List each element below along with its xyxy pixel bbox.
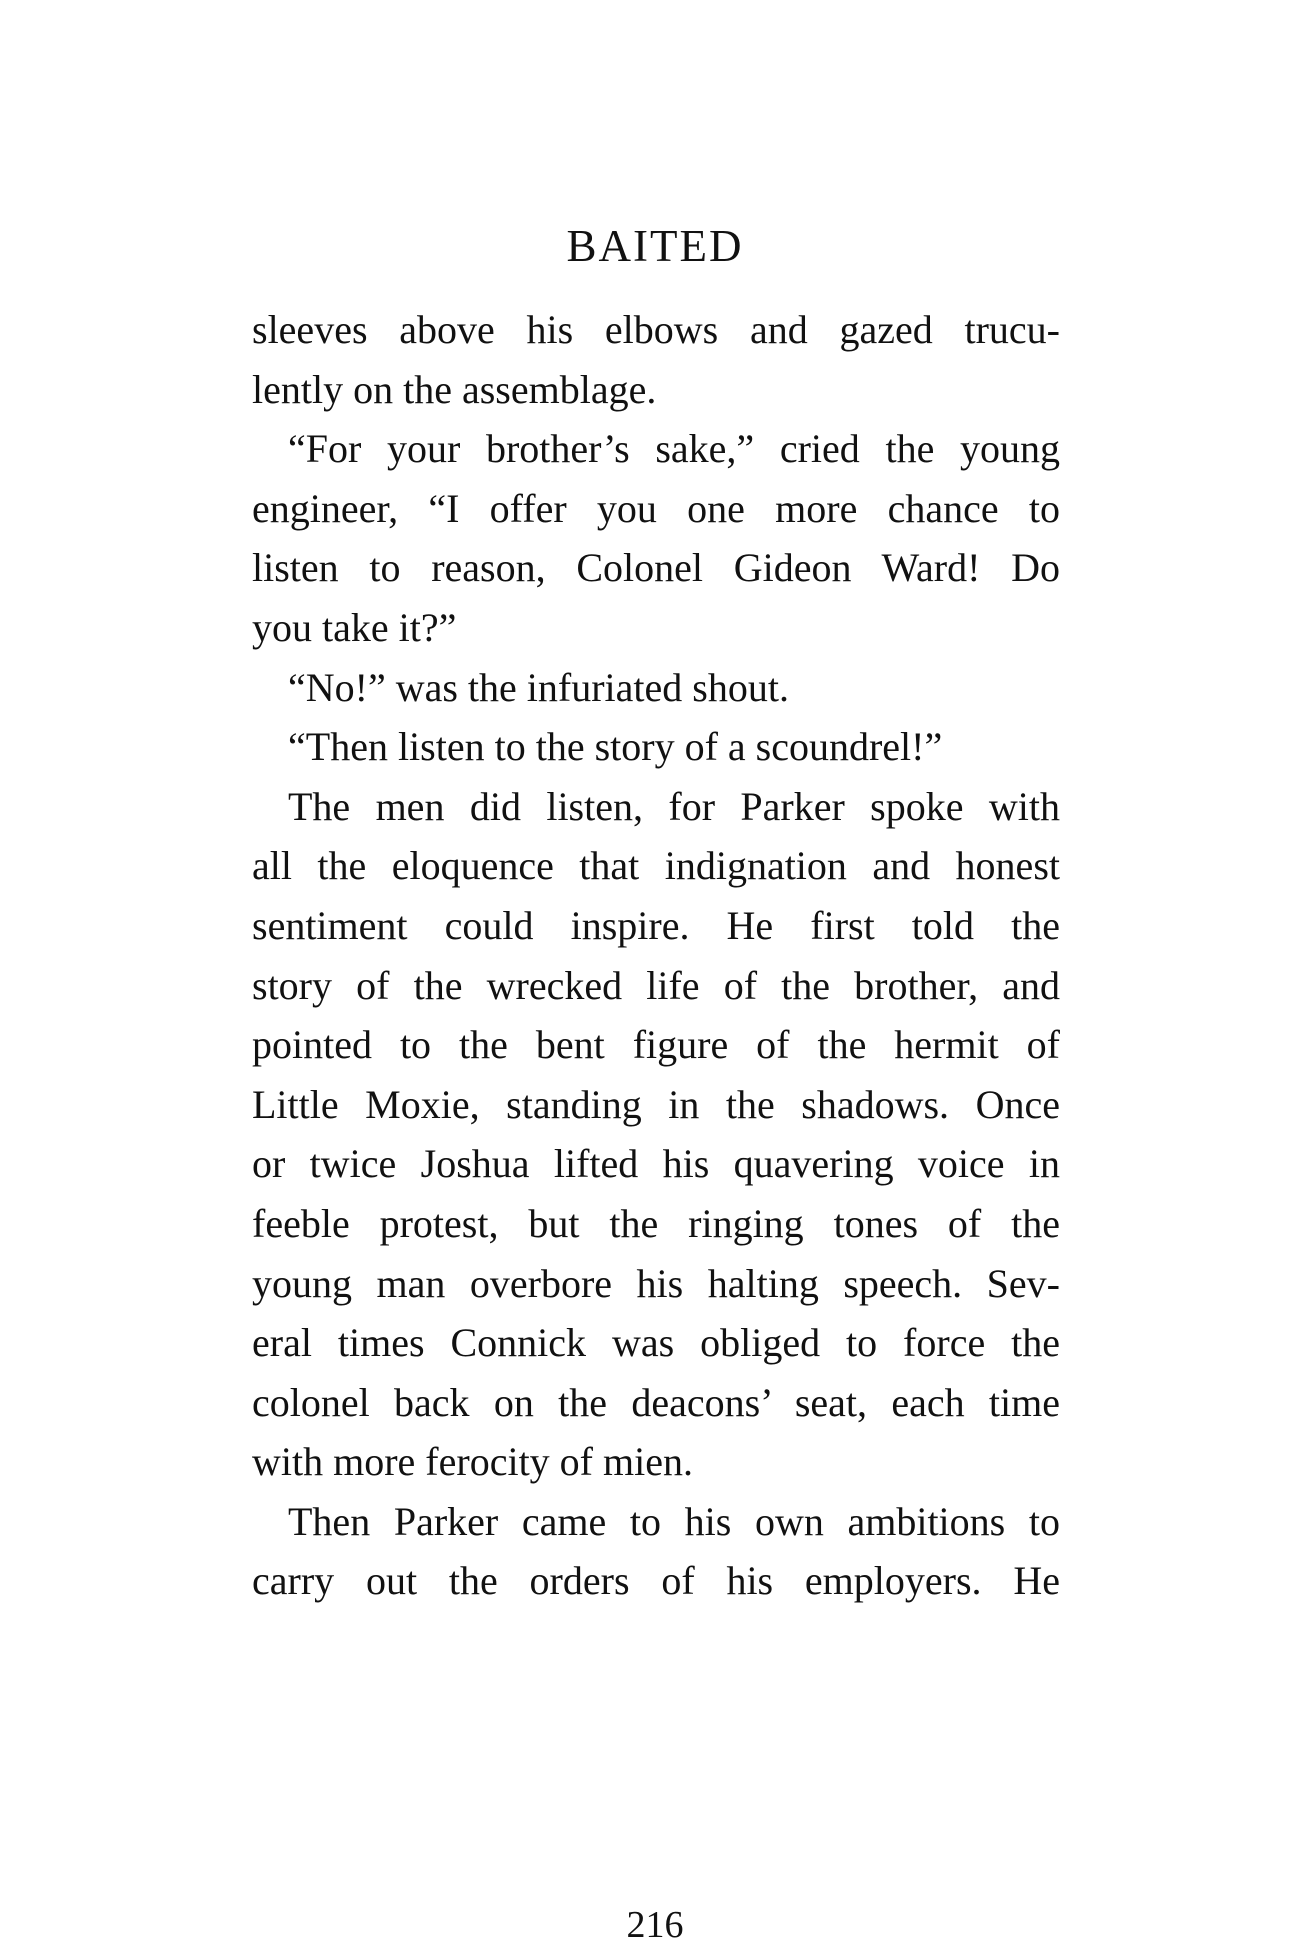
text-line: all the eloquence that indignation and honest [252, 843, 1060, 889]
paragraph-5 [252, 777, 1060, 1492]
text-line: engineer, “I offer you one more chance to [252, 485, 1060, 531]
text-line: lently on the assemblage. [252, 366, 657, 412]
text-line: listen to reason, Colonel Gideon Ward! Do [252, 545, 1060, 591]
text-line: Little Moxie, standing in the shadows. Once [252, 1081, 1060, 1127]
text-line: The men did listen, for Parker spoke with [288, 783, 1060, 829]
text-line: feeble protest, but the ringing tones of the [252, 1200, 1060, 1246]
text-line: eral times Connick was obliged to force the [252, 1320, 1060, 1366]
paragraph-4 [252, 717, 1060, 777]
text-line: Then Parker came to his own ambitions to [288, 1498, 1060, 1544]
text-line: “No!” was the infuriated shout. [288, 664, 789, 710]
text-line: story of the wrecked life of the brother, and [252, 962, 1060, 1008]
text-line: “For your brother’s sake,” cried the young [288, 426, 1060, 472]
paragraph-3 [252, 658, 1060, 718]
page-number: 216 [626, 1904, 684, 1946]
paragraph-2 [252, 419, 1060, 657]
text-line: sentiment could inspire. He first told the [252, 902, 1060, 948]
text-line: or twice Joshua lifted his quavering voice in [252, 1141, 1060, 1187]
paragraph-1 [252, 300, 1060, 419]
running-head: BAITED [566, 221, 744, 271]
text-line: young man overbore his halting speech. Sev- [252, 1260, 1060, 1306]
text-line: “Then listen to the story of a scoundrel!” [288, 724, 943, 770]
body-text [252, 300, 1060, 1611]
text-line: with more ferocity of mien. [252, 1439, 693, 1485]
text-line: you take it?” [252, 604, 457, 650]
paragraph-6 [252, 1492, 1060, 1611]
text-line: sleeves above his elbows and gazed trucu- [252, 307, 1060, 352]
text-line: carry out the orders of his employers. He [252, 1558, 1060, 1604]
text-line: pointed to the bent figure of the hermit of [252, 1022, 1060, 1068]
text-line: colonel back on the deacons’ seat, each time [252, 1379, 1060, 1425]
